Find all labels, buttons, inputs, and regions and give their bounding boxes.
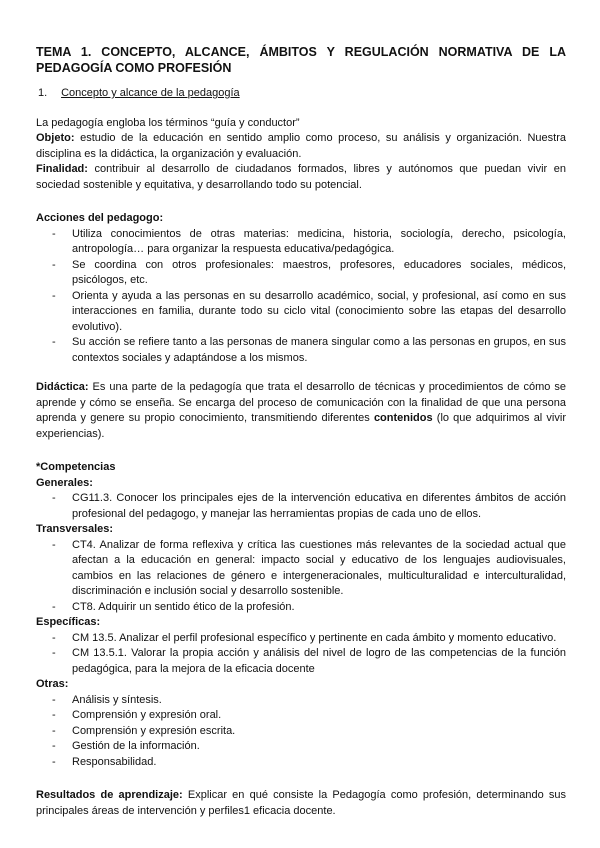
finalidad-paragraph (36, 162, 566, 193)
didactica-text-2: (lo que adquirimos al vivir experiencias). (36, 412, 566, 440)
list-item: - Responsabilidad. (36, 755, 566, 771)
objeto-text: estudio de la educación en sentido amplio como proceso, su análisis y organización. Nuestra disciplina es la didáctica, la organización y evaluación. (36, 132, 566, 160)
especificas-list (36, 631, 566, 678)
finalidad-text: contribuir al desarrollo de ciudadanos formados, libres y autónomos que puedan vivir en sociedad sostenible y equitativa, y desarrollando todo su potencial. (36, 163, 566, 191)
didactica-paragraph (36, 380, 566, 442)
resultados-paragraph (36, 788, 566, 819)
intro-paragraph: La pedagogía engloba los términos “guía y conductor” (36, 116, 300, 129)
transversales-list (36, 538, 566, 616)
competencias-heading: *Competencias (36, 461, 116, 473)
resultados-text: Explicar en qué consiste la Pedagogía como profesión, determinando sus principales áreas de intervención y perfiles1 eficacia docente. (36, 789, 566, 817)
especificas-heading: Específicas: (36, 616, 101, 628)
section-heading (36, 86, 566, 102)
title-line-1: TEMA 1. CONCEPTO, ALCANCE, ÁMBITOS Y REGULACIÓN NORMATIVA DE LA (36, 45, 566, 59)
otras-list (36, 693, 566, 771)
list-item: - CT4. Analizar de forma reflexiva y crítica las cuestiones más relevantes de la sociedad actual que afectan a la educación en general: impacto social y educativo de los lenguajes audiovisuales, cambios en las relaciones de género e intergeneracionales, multiculturalidad e interculturalidad, discriminación e inclusión social y desarrollo sostenible. (36, 538, 566, 600)
section-label: Concepto y alcance de la pedagogía (61, 87, 240, 99)
objeto-label: Objeto: (36, 132, 75, 144)
list-item: - Orienta y ayuda a las personas en su desarrollo académico, social, y profesional, así como en sus interacciones en familia, durante todo su ciclo vital (conocimiento sobre las etapas del desarrollo evolutivo). (36, 289, 566, 336)
section-number: 1. (38, 87, 48, 99)
list-item: - Comprensión y expresión escrita. (36, 724, 566, 740)
finalidad-label: Finalidad: (36, 163, 88, 175)
resultados-label: Resultados de aprendizaje: (36, 789, 183, 801)
list-item: - Utiliza conocimientos de otras materias: medicina, historia, sociología, derecho, psicología, antropología… para organizar la respuesta educativa/pedagógica. (36, 227, 566, 258)
list-item: - Comprensión y expresión oral. (36, 708, 566, 724)
generales-list (36, 491, 566, 522)
list-item: - CM 13.5.1. Valorar la propia acción y análisis del nivel de logro de las competencias de la función pedagógica, para la mejora de la eficacia docente (36, 646, 566, 677)
list-item: - Su acción se refiere tanto a las personas de manera singular como a las personas en grupos, en sus contextos sociales y adaptándose a los mismos. (36, 335, 566, 366)
list-item: - CT8. Adquirir un sentido ético de la profesión. (36, 600, 566, 616)
list-item: - CG11.3. Conocer los principales ejes de la intervención educativa en diferentes ámbitos de acción profesional del pedagogo, y manejar las herramientas propias de cada uno de ellos. (36, 491, 566, 522)
list-item: - Se coordina con otros profesionales: maestros, profesores, educadores sociales, médicos, psicólogos, etc. (36, 258, 566, 289)
list-item: - Análisis y síntesis. (36, 693, 566, 709)
document-title (36, 44, 566, 76)
acciones-list (36, 227, 566, 367)
acciones-heading: Acciones del pedagogo: (36, 212, 164, 224)
title-line-2: PEDAGOGÍA COMO PROFESIÓN (36, 61, 232, 75)
generales-heading: Generales: (36, 476, 93, 489)
objeto-paragraph (36, 131, 566, 162)
otras-heading: Otras: (36, 678, 69, 690)
list-item: - Gestión de la información. (36, 739, 566, 755)
didactica-bold: contenidos (373, 412, 433, 424)
didactica-label: Didáctica: (36, 381, 89, 393)
transversales-heading: Transversales: (36, 523, 114, 535)
list-item: - CM 13.5. Analizar el perfil profesional específico y pertinente en cada ámbito y momento educativo. (36, 631, 566, 647)
didactica-text-1: Es una parte de la pedagogía que trata el desarrollo de técnicas y procedimientos de cómo se aprende y cómo se enseña. Se encarga del proceso de comunicación con la finalidad de que una persona aprenda y genere su propio conocimiento, transmitiendo diferentes (36, 381, 566, 424)
